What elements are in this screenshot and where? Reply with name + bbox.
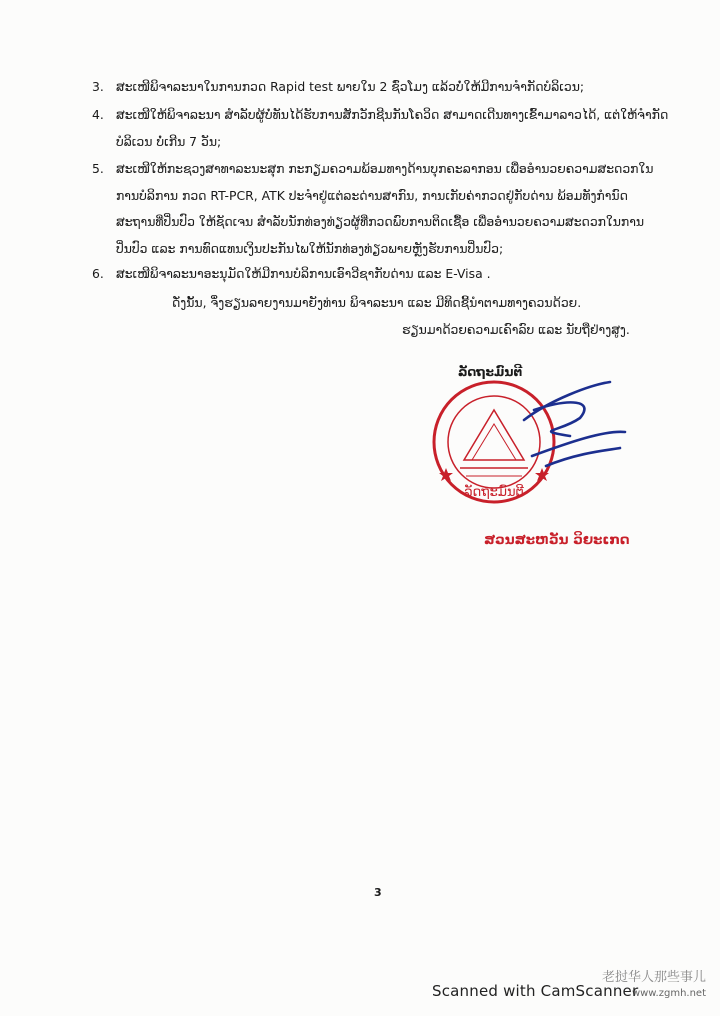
watermark-text: 老挝华人那些事儿 xyxy=(601,970,706,985)
item-line: ສະເໜີພິຈາລະນາໃນການກວດ Rapid test ພາຍໃນ 2 ຊົ່ວໂມງ ແລ້ວບໍ່ໃຫ້ມີການຈຳກັດບໍລິເວນ; xyxy=(116,79,585,94)
item-line: ສະຖານທີ່ປິ່ນປົວ ໃຫ້ຊັດເຈນ ສຳລັບນັກທ່ອງທ່ຽວຜູ້ທີ່ກວດພົບການຕິດເຊື້ອ ເພື່ອອຳນວຍຄວາມສະດວກໃນການ xyxy=(116,214,645,229)
item-number: 3. xyxy=(92,79,104,94)
item-line: ສະເໜີໃຫ້ພິຈາລະນາ ສຳລັບຜູ້ບໍ່ທັນໄດ້ຮັບການສັກວັກຊີນກັນໂຄວິດ ສາມາດເດີນທາງເຂົ້າມາລາວໄດ້, ແຕ່ໃຫ້ຈຳກັດ xyxy=(116,107,669,122)
watermark-site: www.zgmh.net xyxy=(631,988,706,999)
item-line: ປິ່ນປົວ ແລະ ການທົດແທນເງິນປະກັນໄພໃຫ້ນັກທ່ອງທ່ຽວພາຍຫຼັງຮັບການປິ່ນປົວ; xyxy=(116,240,504,256)
page-number: 3 xyxy=(374,886,382,899)
official-seal-icon xyxy=(420,370,660,520)
closing-line-2: ຮຽນມາດ້ວຍຄວາມເຄົາລົບ ແລະ ນັບຖືຢ່າງສູງ. xyxy=(402,322,630,337)
item-line: ສະເໜີພິຈາລະນາອະນຸມັດໃຫ້ມີການບໍລິການເອົາວີຊາກັບດ່ານ ແລະ E-Visa . xyxy=(116,266,491,281)
item-line: ສະເໜີໃຫ້ກະຊວງສາທາລະນະສຸກ ກະກຽມຄວາມພ້ອມທາງດ້ານບຸກຄະລາກອນ ເພື່ອອຳນວຍຄວາມສະດວກໃນ xyxy=(116,161,654,176)
stamp-text: ລັດຖະມົນຕີ xyxy=(464,485,524,500)
item-number: 6. xyxy=(92,266,104,281)
signatory-name: ສວນສະຫວັນ ວິຍະເກດ xyxy=(484,532,630,548)
signatory-title: ລັດຖະມົນຕີ xyxy=(458,364,523,379)
item-line: ບໍລິເວນ ບໍ່ເກີນ 7 ວັນ; xyxy=(116,133,222,149)
closing-line-1: ດັ່ງນັ້ນ, ຈຶ່ງຮຽນລາຍງານມາຍັງທ່ານ ພິຈາລະນາ ແລະ ມີທິດຊີ້ນຳຕາມທາງຄວນດ້ວຍ. xyxy=(172,295,582,310)
item-number: 4. xyxy=(92,107,104,122)
item-line: ການບໍລິການ ກວດ RT-PCR, ATK ປະຈຳຢູ່ແຕ່ລະດ່ານສາກົນ, ການເກັບຄ່າກວດຢູ່ກັບດ່ານ ພ້ອມທັງກຳນົດ xyxy=(116,187,628,203)
item-number: 5. xyxy=(92,161,104,176)
scanner-footer: Scanned with CamScanner xyxy=(432,982,639,1000)
